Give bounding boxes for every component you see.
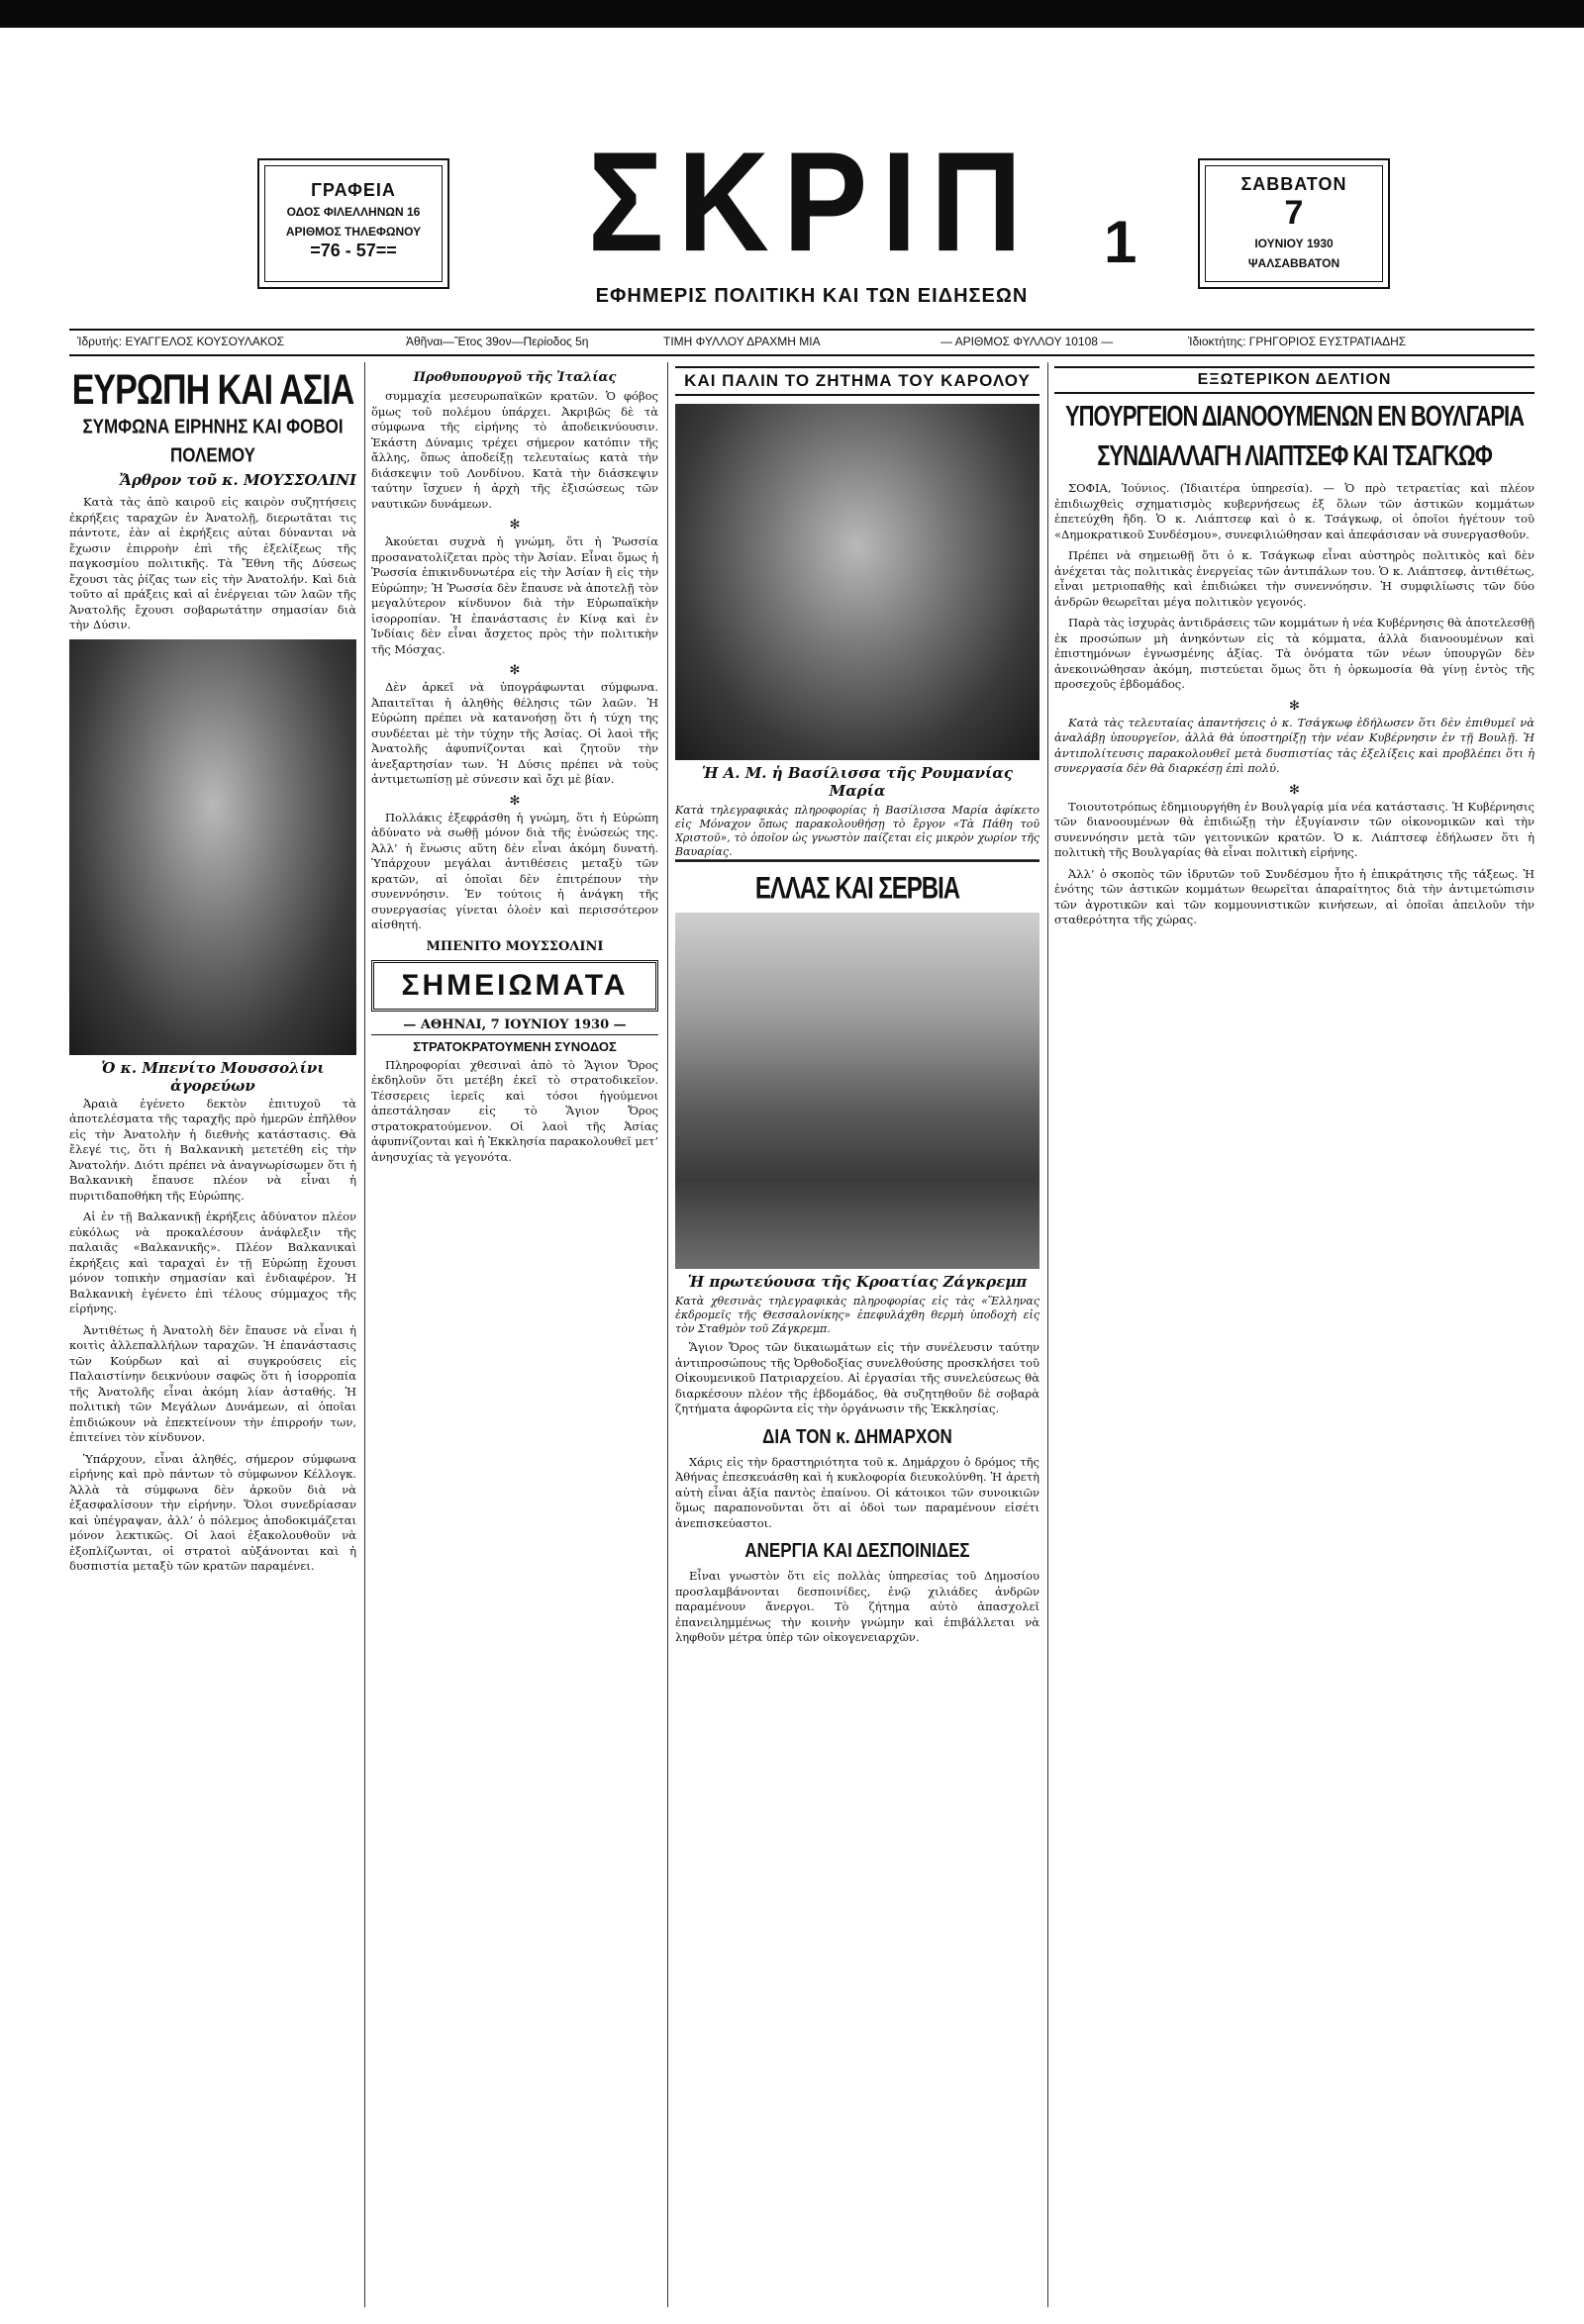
article-paragraph: Αἱ ἐν τῇ Βαλκανικῇ ἐκρήξεις ἀδύνατον πλέον εὐκόλως νὰ προκαλέσουν ἀνάφλεξιν τῆς παλαιᾶς «Βαλκανικῆς». Πλέον Βαλκανικαὶ ἐκρήξεις καὶ ταραχαὶ ἐν τῇ Εὐρώπῃ ἔχουσι μόνον τοπικὴν σημασίαν καὶ ἐνδιαφέρον. Ἡ Βαλκανικὴ ἐγένετο ἐπὶ τέλους σύμμαχος τῆς εἰρήνης.: [69, 1210, 356, 1315]
article-paragraph: Παρὰ τὰς ἰσχυρὰς ἀντιδράσεις τῶν κομμάτων ἡ νέα Κυβέρνησις θὰ ἀποτελεσθῇ ἐκ προσώπων μὴ ἀνηκόντων εἰς τὰ κόμματα, ἀλλὰ διανοουμένων καὶ ἐπιστημόνων ἐγνωσμένης ἀξίας. Τὰ ὀνόματα τῶν νέων ὑπουργῶν δὲν ἀνεκοινώθησαν ἀκόμη, πιστεύεται ὅμως ὅτι ἡ ὁρκωμοσία θὰ γίνῃ ἐντὸς τῆς προσεχοῦς ἑβδομάδος.: [1054, 616, 1534, 691]
article-paragraph: ΣΟΦΙΑ, Ἰούνιος. (Ἰδιαιτέρα ὑπηρεσία). — Ὁ πρὸ τετραετίας καὶ πλέον ἐπιδιωχθεὶς σχηματισμὸς κυβερνήσεως ἐξ ὅλων τῶν ἀστικῶν κομμάτων ἐπετεύχθη ἤδη. Ὁ κ. Λιάπτσεφ καὶ ὁ κ. Τσάγκωφ, οἱ ὁποῖοι ἠγέτουν τοῦ «Δημοκρατικοῦ Συνδέσμου», συνεφιλιώθησαν καὶ ἀπεφάσισαν νὰ συνεργασθοῦν.: [1054, 481, 1534, 541]
issue-price: ΤΙΜΗ ΦΥΛΛΟΥ ΔΡΑΧΜΗ ΜΙΑ: [663, 335, 821, 348]
office-address: ΟΔΟΣ ΦΙΛΕΛΛΗΝΩΝ 16: [286, 205, 421, 219]
byline-mussolini: Ἄρθρον τοῦ κ. ΜΟΥΣΣΟΛΙΝΙ: [119, 471, 356, 489]
newspaper-tagline: ΕΦΗΜΕΡΙΣ ΠΟΛΙΤΙΚΗ ΚΑΙ ΤΩΝ ΕΙΔΗΣΕΩΝ: [595, 285, 1029, 307]
column-rule: [1047, 362, 1048, 2307]
article-paragraph: συμμαχία μεσευρωπαϊκῶν κρατῶν. Ὁ φόβος ὅμως τοῦ πολέμου ὑπάρχει. Ἀκριβῶς δὲ τὰ σύμφωνα τῆς εἰρήνης τὸ ἀποδεικνύουσιν. Ἑκάστη Δύναμις τρέχει σήμερον κατόπιν τῆς ἄλλης, ὅπως ἀποδείξῃ τελευταίως κατὰ τὴν διάσκεψιν τοῦ Λονδίνου. Κατὰ τὴν διάσκεψιν ταύτην ἴσχυεν ἡ ἀρχὴ τῆς ἐξισώσεως τῶν ναυτικῶν δυνάμεων.: [371, 389, 658, 511]
lead-line: Προθυπουργοῦ τῆς Ἰταλίας: [413, 370, 617, 385]
separator-star: ✻: [509, 663, 521, 678]
notes-title: ΣΗΜΕΙΩΜΑΤΑ: [371, 960, 658, 1012]
headline-greece-serbia: ΕΛΛΑΣ ΚΑΙ ΣΕΡΒΙΑ: [675, 859, 1040, 908]
article-paragraph: Ἀραιὰ ἐγένετο δεκτὸν ἐπιτυχοῦ τὰ ἀποτελέσματα τῆς ταραχῆς πρὸ ἡμερῶν ἐπῆλθον εἰς τὴν Ἀνατολὴν ἡ διεθνὴς κατάστασις. Θὰ ἔλεγέ τις, ὅτι ἡ Βαλκανικὴ μετετέθη εἰς τὴν Ἀνατολήν. Διότι πρέπει νὰ ἀναγνωρίσωμεν ὅτι ἡ Βαλκανικὴ ἔπαυσε πλέον νὰ εἶναι ἡ πυριτιδαποθήκη τῆς Εὐρώπης.: [69, 1096, 356, 1203]
article-paragraph: Πρέπει νὰ σημειωθῇ ὅτι ὁ κ. Τσάγκωφ εἶναι αὐστηρὸς πολιτικὸς καὶ δὲν ἀνέχεται τὰς πολιτικὰς ἐνεργείας τῶν ἀντιπάλων του. Ὁ κ. Λιάπτσεφ, ἀντιθέτως, εἶναι μετριοπαθὴς καὶ ἐπιδιώκει τὴν συνεννόησιν. Ἡ συμφιλίωσις τῶν δύο ἀνδρῶν θεωρεῖται μέγα πολιτικὸν γεγονός.: [1054, 548, 1534, 609]
subhead-unemployment: ΑΝΕΡΓΙΑ ΚΑΙ ΔΕΣΠΟΙΝΙΔΕΣ: [744, 1539, 970, 1562]
queen-marie-caption: Ἡ Α. Μ. ἡ Βασίλισσα τῆς Ρουμανίας Μαρία: [701, 764, 1013, 800]
masthead: [69, 123, 1534, 317]
zagreb-photo: [675, 913, 1040, 1269]
article-paragraph: Κατὰ τὰς ἀπὸ καιροῦ εἰς καιρὸν συζητήσεις ἐκρήξεις ταραχῶν ἐν Ἀνατολῇ, διερωτᾶται τις πάντοτε, ἐὰν αἱ ἐκρήξεις αὐται δύνανται νὰ ἔχωσιν ἐπιρροὴν ἐπὶ τῆς ἐξελίξεως τῆς παγκοσμίου πολιτικῆς. Τὰ Ἔθνη τῆς Δύσεως ἔχουσι τὰς ῥίζας των εἰς τὴν Ἀνατολήν. Καὶ διὰ τοῦτο αἱ πράξεις καὶ αἱ ἐνέργειαι τῶν λαῶν τῆς Ἀνατολῆς ἔχουσι σοβαρωτάτην σημασίαν διὰ τὴν Δύσιν.: [69, 495, 356, 631]
office-box: [257, 158, 449, 289]
separator-star: ✻: [1289, 782, 1300, 798]
notes-subhead: ΣΤΡΑΤΟΚΡΑΤΟΥΜΕΝΗ ΣΥΝΟΔΟΣ: [413, 1038, 617, 1054]
separator-star: ✻: [509, 793, 521, 809]
article-paragraph: Ἀλλ’ ὁ σκοπὸς τῶν ἱδρυτῶν τοῦ Συνδέσμου ἦτο ἡ ἐπικράτησις τῆς τάξεως. Ἡ ἑνότης τῶν ἀστικῶν κομμάτων θεωρεῖται ἀπαραίτητος διὰ τὴν ἀντιμετώπισιν τῶν ἀγροτικῶν καὶ τῶν κομμουνιστικῶν κινήσεων, αἱ ὁποῖαι ἀπειλοῦν τὴν σταθερότητα τῆς χώρας.: [1054, 866, 1534, 926]
mussolini-photo-caption: Ὁ κ. Μπενίτο Μουσσολίνι ἀγορεύων: [101, 1058, 325, 1095]
weekday: ΣΑΒΒΑΤΟΝ: [1240, 174, 1347, 194]
subhead-mayor: ΔΙΑ ΤΟΝ κ. ΔΗΜΑΡΧΟΝ: [762, 1424, 952, 1448]
notes-paragraph: Πληροφορίαι χθεσιναὶ ἀπὸ τὸ Ἅγιον Ὄρος ἐκδηλοῦν ὅτι μετέβη ἐκεῖ τὸ στρατοδικεῖον. Τέσσερεις ἱερεῖς καὶ τόσοι ἡγούμενοι ἀπεστάλησαν εἰς τὸ Ἅγιον Ὄρος στρατοκρατούμενον. Οἱ λαοὶ τῆς Ἀσίας ἀφυπνίζονται καὶ ἡ Ἐκκλησία παρακολουθεῖ μετ’ ἀνησυχίας τὰ γεγονότα.: [371, 1057, 658, 1164]
office-box-inner: [264, 165, 443, 282]
headline-bulgaria: ΥΠΟΥΡΓΕΙΟΝ ΔΙΑΝΟΟΥΜΕΝΩΝ ΕΝ ΒΟΥΛΓΑΡΙΑ: [1064, 400, 1525, 433]
article-paragraph: Ὑπάρχουν, εἶναι ἀληθές, σήμερον σύμφωνα εἰρήνης καὶ πρὸ πάντων τὸ σύμφωνον Κέλλογκ. Ἀλλὰ τὰ σύμφωνα δὲν ἀρκοῦν διὰ νὰ ἐξασφαλίσουν τὴν εἰρήνην. Ὅλοι συνεδρίασαν καὶ ὑπέγραψαν, ἀλλ’ ὁ πόλεμος ἀποδοκιμάζεται μόνον λεκτικῶς. Οἱ λαοὶ ἐξακολουθοῦν νὰ ἐξοπλίζωνται, οἱ στρατοὶ αὐξάνονται καὶ ἡ δυσπιστία μεταξὺ τῶν κρατῶν παραμένει.: [69, 1451, 356, 1573]
separator-star: ✻: [1289, 698, 1300, 714]
mussolini-photo: [69, 639, 356, 1055]
signature: ΜΠΕΝΙΤΟ ΜΟΥΣΣΟΛΙΝΙ: [426, 938, 604, 954]
date-box-inner: [1205, 165, 1383, 282]
separator-star: ✻: [509, 518, 521, 533]
column-europe-asia: [69, 366, 356, 2306]
day-number: 7: [1284, 194, 1304, 232]
article-paragraph: Ἀντιθέτως ἡ Ἀνατολὴ δὲν ἔπαυσε νὰ εἶναι ἡ κοιτὶς ἀλλεπαλλήλων ταραχῶν. Ἡ ἐπανάστασις τῶν Κούρδων καὶ αἱ συγκρούσεις εἰς Παλαιστίνην δεικνύουν σαφῶς ὅτι ἡ ἰσορροπία τῆς Ἀνατολῆς εἶναι ἀκόμη λίαν ἀσταθής. Ἡ πολιτικὴ τῶν Μεγάλων Δυνάμεων, αἱ ὁποῖαι ἐπιδιώκουν νὰ ἐπεκτείνουν τὴν ἐπιρροήν των, ἐπιτείνει τὸν κίνδυνον.: [69, 1322, 356, 1444]
subheadline-bulgaria: ΣΥΝΔΙΑΛΛΑΓΗ ΛΙΑΠΤΣΕΦ ΚΑΙ ΤΣΑΓΚΩΦ: [1097, 439, 1492, 472]
article-paragraph: Χάρις εἰς τὴν δραστηριότητα τοῦ κ. Δημάρχου ὁ δρόμος τῆς Ἀθήνας ἐπεσκευάσθη καὶ ἡ κυκλοφορία διευκολύνθη. Ἡ ἀρετὴ αὐτὴ εἶναι ἀξία παντὸς ἐπαίνου. Οἱ κάτοικοι τῶν συνοικιῶν ὅμως παραπονοῦνται ὅτι αἱ ὁδοὶ των παραμένουν εἰσέτι ἀνεπισκεύαστοι.: [675, 1454, 1040, 1530]
section-foreign-bulletin: ΕΞΩΤΕΡΙΚΟΝ ΔΕΛΤΙΟΝ: [1054, 366, 1534, 394]
column-continued: [371, 366, 658, 2306]
headline-europe-asia: ΕΥΡΩΠΗ ΚΑΙ ΑΣΙΑ: [71, 366, 354, 414]
column-rule: [364, 362, 365, 2307]
article-paragraph: Πολλάκις ἐξεφράσθη ἡ γνώμη, ὅτι ἡ Εὐρώπη ἀδύνατο νὰ σωθῇ μόνον διὰ τῆς ἑνώσεώς της. Ἀλλ’ ἡ ἕνωσις αὕτη δὲν εἶναι ἀκόμη δυνατή. Ὑπάρχουν μεγάλαι ἀντιθέσεις μεταξὺ τῶν κρατῶν, αἱ ὁποῖαι δὲν ἐπιτρέπουν τὴν συνεννόησιν. Ἐν τούτοις ἡ ἀνάγκη τῆς συνεργασίας γίνεται ὁλοὲν καὶ περισσότερον αἰσθητή.: [371, 810, 658, 931]
phone-number: =76 - 57==: [310, 241, 397, 260]
info-bar: [69, 329, 1534, 356]
office-label: ΓΡΑΦΕΙΑ: [311, 180, 396, 200]
column-carol-question: [675, 366, 1040, 2306]
founder: Ἱδρυτής: ΕΥΑΓΓΕΛΟΣ ΚΟΥΣΟΥΛΑΚΟΣ: [77, 335, 285, 348]
issue-number: — ΑΡΙΘΜΟΣ ΦΥΛΛΟΥ 10108 —: [940, 335, 1114, 348]
article-paragraph: Εἶναι γνωστὸν ὅτι εἰς πολλὰς ὑπηρεσίας τοῦ Δημοσίου προσλαμβάνονται δεσποινίδες, ἐνῷ χιλιάδες ἀνδρῶν παραμένουν ἄνεργοι. Τὸ ζήτημα αὐτὸ ἀπασχολεῖ ἐπανειλημμένως τὴν κοινὴν γνώμην καὶ ἐπιβάλλεται νὰ ληφθοῦν μέτρα ὑπὲρ τῶν οἰκογενειαρχῶν.: [675, 1569, 1040, 1644]
article-paragraph: Κατὰ τὰς τελευταίας ἀπαντήσεις ὁ κ. Τσάγκωφ ἐδήλωσεν ὅτι δὲν ἐπιθυμεῖ νὰ ἀναλάβῃ ὑπουργεῖον, ἀλλὰ θὰ ὑποστηρίξῃ τὴν νέαν Κυβέρνησιν ἐν τῇ Βουλῇ. Ἡ ἀντιπολίτευσις παρακολουθεῖ μετὰ δυσπιστίας τὰς ἐξελίξεις καὶ προβλέπει ὅτι ἡ συνεργασία δὲν θὰ διαρκέσῃ ἐπὶ πολύ.: [1054, 715, 1534, 775]
phone-label: ΑΡΙΘΜΟΣ ΤΗΛΕΦΩΝΟΥ: [285, 225, 422, 239]
year-period: Ἀθῆναι—Ἔτος 39ον—Περίοδος 5η: [406, 335, 589, 348]
column-rule: [667, 362, 668, 2307]
notes-dateline: — ΑΘΗΝΑΙ, 7 ΙΟΥΝΙΟΥ 1930 —: [371, 1016, 658, 1035]
headline-carol: ΚΑΙ ΠΑΛΙΝ ΤΟ ΖΗΤΗΜΑ ΤΟΥ ΚΑΡΟΛΟΥ: [675, 366, 1040, 396]
article-paragraph: Ἅγιον Ὄρος τῶν δικαιωμάτων εἰς τὴν συνέλευσιν ταύτην ἀντιπροσώπους τῆς Ὀρθοδοξίας συνελθούσης προσκλήσει τοῦ Οἰκουμενικοῦ Πατριαρχείου. Αἱ ἐργασίαι τῆς συνελεύσεως θὰ διαρκέσουν πλέον τῆς ἑβδομάδος, θὰ συζητηθοῦν δὲ σοβαρὰ ζητήματα ἀφορῶντα εἰς τὴν ὀργάνωσιν τῆς Ἐκκλησίας.: [675, 1340, 1040, 1415]
month-year: ΙΟΥΝΙΟΥ 1930: [1254, 237, 1334, 250]
article-paragraph: Τοιουτοτρόπως ἐδημιουργήθη ἐν Βουλγαρίᾳ μία νέα κατάστασις. Ἡ Κυβέρνησις τῶν διανοουμένων θὰ ἐπιδιώξῃ τὴν ἐξυγίανσιν τῶν οἰκονομικῶν καὶ τὴν συνεννόησιν μετὰ τῶν γειτονικῶν κρατῶν. Ὁ κ. Λιάπτσεφ ἐδήλωσεν ὅτι ἡ πολιτικὴ τῆς Βουλγαρίας θὰ εἶναι πολιτικὴ εἰρήνης.: [1054, 799, 1534, 859]
zagreb-text: Κατὰ χθεσινὰς τηλεγραφικὰς πληροφορίας εἰς τὰς «Ἕλληνας ἐκδρομεῖς τῆς Θεσσαλονίκης» ἐπεφυλάχθη θερμὴ ὑποδοχὴ εἰς τὸν Σταθμὸν τοῦ Ζάγκρεμπ.: [675, 1295, 1040, 1335]
subheadline-peace-pacts: ΣΥΜΦΩΝΑ ΕΙΡΗΝΗΣ ΚΑΙ ΦΟΒΟΙ ΠΟΛΕΜΟΥ: [82, 415, 344, 467]
masthead-ornament: 1: [1104, 209, 1138, 275]
queen-marie-text: Κατὰ τηλεγραφικὰς πληροφορίας ἡ Βασίλισσα Μαρία ἀφίκετο εἰς Μόναχον ὅπως παρακολουθήσῃ τὸ ἔργον «Τὰ Πάθη τοῦ Χριστοῦ», τὸ ὁποῖον ὡς γνωστὸν παίζεται εἰς μικρὸν χωρίον τῆς Βαυαρίας.: [675, 804, 1040, 858]
article-paragraph: Ἀκούεται συχνὰ ἡ γνώμη, ὅτι ἡ Ῥωσσία προσανατολίζεται πρὸς τὴν Ἀσίαν. Εἶναι ὅμως ἡ Ῥωσσία ἐπικινδυνωτέρα εἰς τὴν Ἀσίαν ἢ εἰς τὴν Εὐρώπην; Ἡ Ῥωσσία δὲν ἔπαυσε νὰ ἀποτελῇ τὸν μεγαλύτερον κίνδυνον διὰ τὴν Εὐρωπαϊκὴν ἰσορροπίαν. Ἡ ἐπανάστασις ἐν Κίνᾳ καὶ ἐν Ἰνδίαις δὲν εἶναι ἄσχετος πρὸς τὴν πολιτικὴν τῆς Μόσχας.: [371, 534, 658, 656]
top-dark-band: [0, 0, 1584, 28]
queen-marie-photo: [675, 404, 1040, 760]
column-foreign-bulletin: [1054, 366, 1534, 2306]
feast-day: ΨΑΛΣΑΒΒΑΤΟΝ: [1247, 256, 1340, 270]
article-paragraph: Δὲν ἀρκεῖ νὰ ὑπογράφωνται σύμφωνα. Ἀπαιτεῖται ἡ ἀληθὴς θέλησις τῶν λαῶν. Ἡ Εὐρώπη πρέπει νὰ κατανοήσῃ ὅτι ἡ τύχη της συνδέεται μὲ τὴν τύχην τῆς Ἀσίας. Οἱ λαοὶ τῆς Ἀνατολῆς ἀφυπνίζονται καὶ ζητοῦν τὴν ἀνεξαρτησίαν των. Ἡ Δύσις πρέπει νὰ τοὺς ἀντιμετωπίσῃ μὲ σύνεσιν καὶ ὄχι μὲ βίαν.: [371, 680, 658, 786]
newspaper-logo: ΣΚΡΙΠ: [587, 123, 1037, 282]
owner: Ἰδιοκτήτης: ΓΡΗΓΟΡΙΟΣ ΕΥΣΤΡΑΤΙΑΔΗΣ: [1188, 335, 1407, 348]
zagreb-caption: Ἡ πρωτεύουσα τῆς Κροατίας Ζάγκρεμπ: [687, 1273, 1028, 1291]
date-box: [1198, 158, 1390, 289]
newspaper-page: [69, 40, 1534, 2312]
